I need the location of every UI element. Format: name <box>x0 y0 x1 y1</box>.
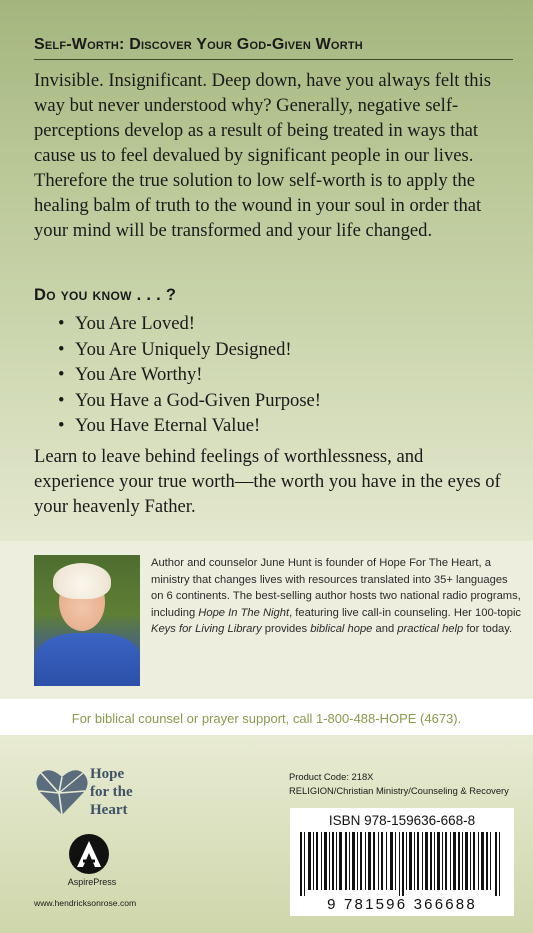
list-item: • You Have Eternal Value! <box>58 413 321 439</box>
questions-list <box>58 311 321 439</box>
radio-show-title: Hope In The Night <box>198 606 290 619</box>
barcode <box>298 832 506 896</box>
title-block <box>34 36 514 60</box>
isbn-label: ISBN 978-159636-668-8 <box>328 813 476 828</box>
page-title: Self-Worth: Discover Your God-Given Worth <box>34 36 363 53</box>
list-item: • You Have a God-Given Purpose! <box>58 388 321 414</box>
category-line: RELIGION/Christian Ministry/Counseling & Recovery <box>289 785 509 796</box>
list-item: • You Are Uniquely Designed! <box>58 337 321 363</box>
author-bio: Author and counselor June Hunt is founder of Hope For The Heart, a ministry that changes lives with resources translated into 35+ languages on 6 continents. The best-selling author hosts two national radio programs, including Hope In The Night, featuring live call-in counseling. Her 100-topic Keys for Living Library provides biblical hope and practical help for today. <box>151 557 522 635</box>
author-section <box>0 541 533 699</box>
barcode-number: 9 781596 366688 <box>327 896 477 913</box>
intro-paragraph: Invisible. Insignificant. Deep down, have you always felt this way but never understood why? Generally, negative self-perceptions develop as a result of being treated in ways that cause us to feel devalued by significant people in our lives. Therefore the true solution to low self-worth is to apply the healing balm of truth to the wound in your soul in order that your mind will be transformed and your life changed. <box>34 70 491 241</box>
list-item: • You Are Worthy! <box>58 362 321 388</box>
product-code: Product Code: 218X <box>289 771 374 782</box>
questions-heading: Do you know . . . ? <box>34 286 177 304</box>
heart-logo-icon <box>35 767 89 817</box>
imprint-name: AspirePress <box>67 877 117 887</box>
publisher-logo-text: Hope for the Heart <box>90 766 133 818</box>
isbn-barcode-box <box>290 808 514 916</box>
library-title: Keys for Living Library <box>151 623 262 635</box>
aspire-logo-icon <box>68 833 110 875</box>
closing-paragraph: Learn to leave behind feelings of worthlessness, and experience your true worth—the worth you have in the eyes of your heavenly Father. <box>34 446 501 517</box>
publisher-section <box>0 735 533 933</box>
publisher-website: www.hendricksonrose.com <box>34 898 137 908</box>
author-photo <box>34 555 140 686</box>
phone-line: For biblical counsel or prayer support, call 1-800-488-HOPE (4673). <box>71 711 462 726</box>
list-item: • You Are Loved! <box>58 311 321 337</box>
title-divider <box>34 59 513 60</box>
